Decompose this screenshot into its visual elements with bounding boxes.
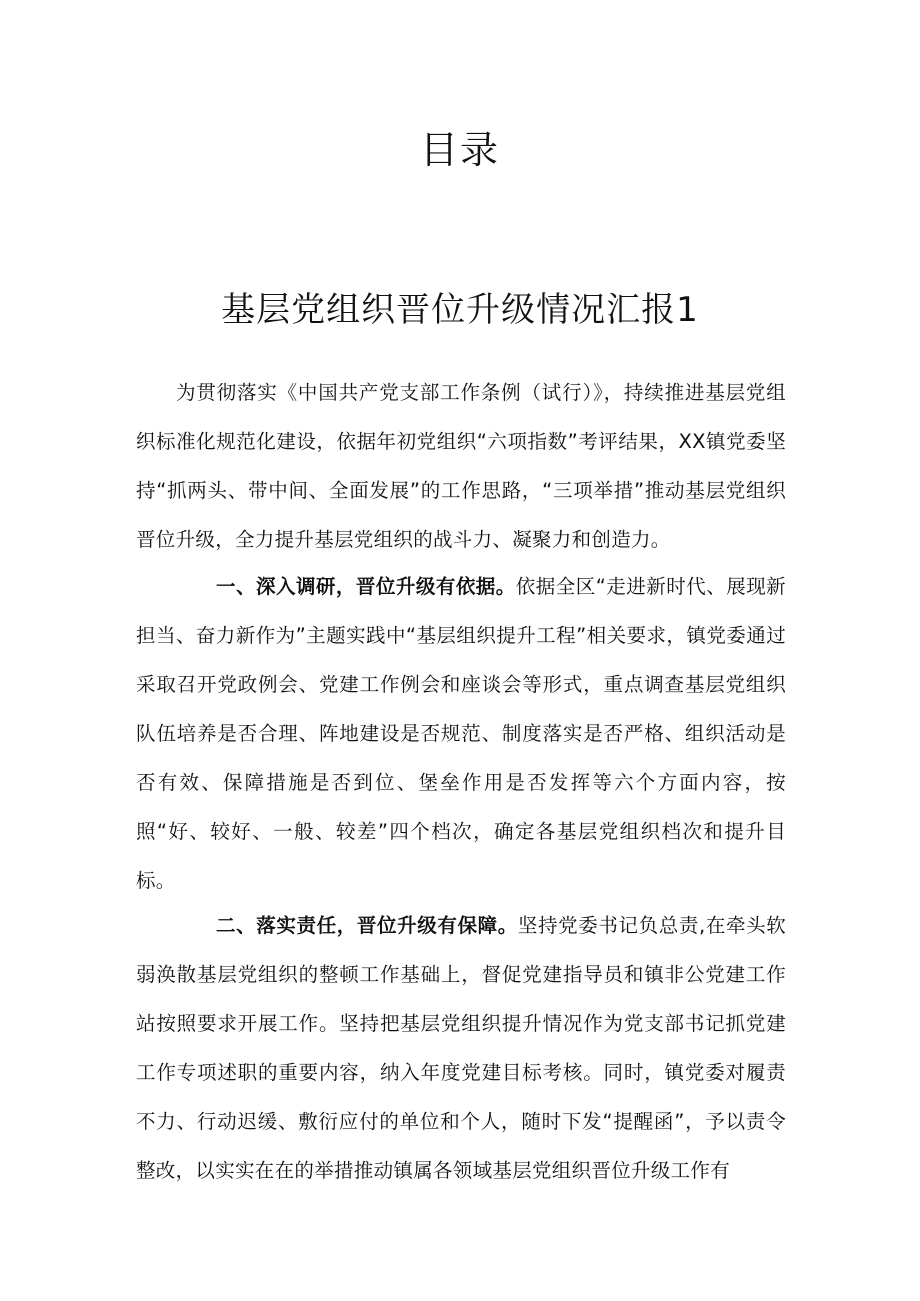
intro-paragraph: 为贯彻落实《中国共产党支部工作条例（试行）》，持续推进基层党组织标准化规范化建设，依据年初党组织“六项指数”考评结果，XX镇党委坚持“抓两头、带中间、全面发展”的工作思路，“三项举措”推动基层党组织晋位升级，全力提升基层党组织的战斗力、凝聚力和创造力。 <box>136 381 786 551</box>
section-two-paragraph <box>136 901 786 1195</box>
section-one-text: 依据全区“走进新时代、展现新担当、奋力新作为”主题实践中“基层组织提升工程”相关要求，镇党委通过采取召开党政例会、党建工作例会和座谈会等形式，重点调查基层党组织队伍培养是否合理、阵地建设是否规范、制度落实是否严格、组织活动是否有效、保障措施是否到位、堡垒作用是否发挥等六个方面内容，按照“好、较好、一般、较差”四个档次，确定各基层党组织档次和提升目标。 <box>136 575 786 892</box>
section-two-text: 坚持党委书记负总责,在牵头软弱涣散基层党组织的整顿工作基础上，督促党建指导员和镇非公党建工作站按照要求开展工作。坚持把基层党组织提升情况作为党支部书记抓党建工作专项述职的重要内容，纳入年度党建目标考核。同时，镇党委对履责不力、行动迟缓、敷衍应付的单位和个人，随时下发“提醒函”，予以责令整改，以实实在在的举措推动镇属各领域基层党组织晋位升级工作有 <box>136 914 786 1182</box>
report-title: 基层党组织晋位升级情况汇报1 <box>221 290 699 330</box>
section-one-paragraph <box>136 562 786 905</box>
section-two-heading: 二、落实责任，晋位升级有保障。 <box>216 914 518 937</box>
section-one-heading: 一、深入调研，晋位升级有依据。 <box>216 575 516 598</box>
toc-heading: 目录 <box>419 128 500 172</box>
